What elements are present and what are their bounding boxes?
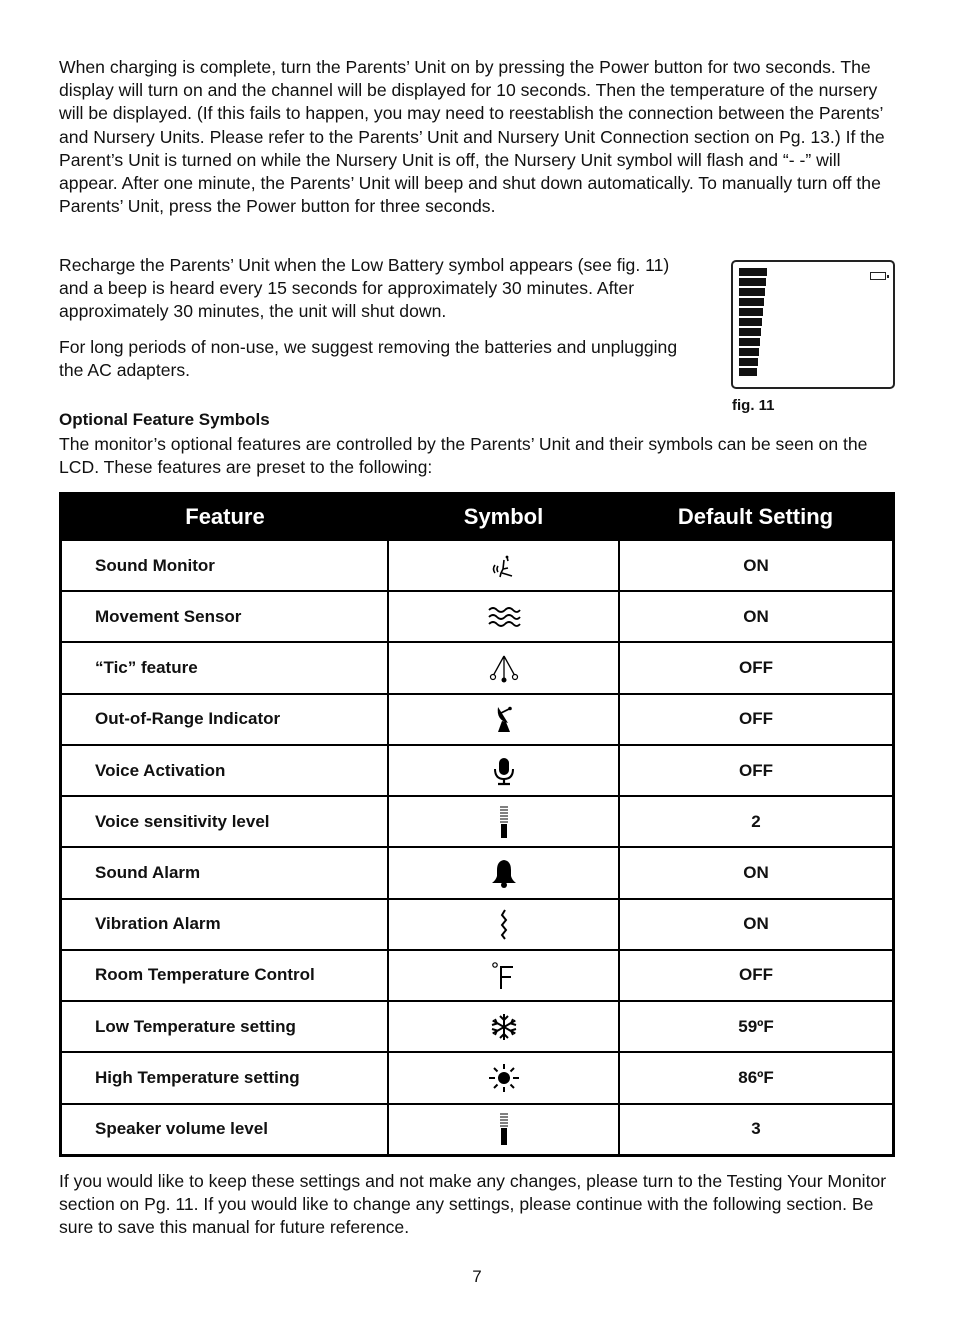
signal-bar [739, 318, 762, 326]
movement-waves-icon [487, 603, 521, 631]
low-battery-icon [870, 272, 886, 280]
table-row [61, 642, 894, 693]
default-value: OFF [619, 642, 894, 693]
feature-name: Movement Sensor [61, 591, 389, 642]
page-number: 7 [472, 1267, 482, 1286]
feature-name: Speaker volume level [61, 1104, 389, 1156]
table-header-row [61, 494, 894, 541]
microphone-icon [490, 755, 518, 787]
table-row [61, 796, 894, 847]
signal-bar [739, 348, 759, 356]
features-intro-paragraph: The monitor’s optional features are controlled by the Parents’ Unit and their symbols can be seen on the LCD. These features are preset to the following: [59, 434, 868, 478]
header-default: Default Setting [619, 494, 894, 541]
signal-bar [739, 308, 763, 316]
default-value: 59ºF [619, 1001, 894, 1052]
signal-bar [739, 358, 758, 366]
header-feature: Feature [61, 494, 389, 541]
feature-name: Sound Alarm [61, 847, 389, 898]
feature-name: Room Temperature Control [61, 950, 389, 1001]
table-row [61, 540, 894, 591]
signal-bar [739, 298, 764, 306]
bell-icon [489, 857, 519, 889]
feature-name: Voice Activation [61, 745, 389, 796]
signal-bar [739, 288, 765, 296]
table-row [61, 694, 894, 745]
table-row [61, 1052, 894, 1103]
snowflake-icon [488, 1011, 520, 1043]
volume-meter-icon [497, 1111, 511, 1147]
signal-bar [739, 338, 760, 346]
default-value: ON [619, 899, 894, 950]
figure-caption: fig. 11 [732, 397, 775, 414]
level-meter-icon [497, 804, 511, 840]
default-value: ON [619, 540, 894, 591]
table-row [61, 899, 894, 950]
tic-pendulum-icon [486, 653, 522, 683]
table-row [61, 1104, 894, 1156]
closing-paragraph: If you would like to keep these settings and not make any changes, please turn to the Testing Your Monitor section on Pg. 11. If you would like to change any settings, please continue with the following section. Be sure to save this manual for future reference. [59, 1171, 887, 1238]
table-row [61, 950, 894, 1001]
feature-name: High Temperature setting [61, 1052, 389, 1103]
table-row [61, 1001, 894, 1052]
default-value: ON [619, 847, 894, 898]
signal-bar [739, 368, 757, 376]
signal-bar [739, 328, 761, 336]
feature-name: Low Temperature setting [61, 1001, 389, 1052]
feature-name: “Tic” feature [61, 642, 389, 693]
feature-name: Out-of-Range Indicator [61, 694, 389, 745]
non-use-paragraph: For long periods of non-use, we suggest removing the batteries and unplugging the AC adapters. [59, 337, 678, 381]
table-row [61, 847, 894, 898]
feature-name: Vibration Alarm [61, 899, 389, 950]
feature-name: Voice sensitivity level [61, 796, 389, 847]
signal-bar [739, 278, 766, 286]
default-value: ON [619, 591, 894, 642]
satellite-dish-icon [490, 703, 518, 735]
default-value: 2 [619, 796, 894, 847]
vibration-icon [496, 908, 512, 940]
default-value: 86ºF [619, 1052, 894, 1103]
header-symbol: Symbol [388, 494, 619, 541]
sun-icon [487, 1062, 521, 1094]
table-row [61, 745, 894, 796]
lcd-figure [731, 260, 895, 389]
signal-bar [739, 268, 767, 276]
default-value: OFF [619, 950, 894, 1001]
intro-paragraph: When charging is complete, turn the Parents’ Unit on by pressing the Power button for two seconds. The display will turn on and the channel will be displayed for 10 seconds. Then the temperature of the nursery will be displayed. (If this fails to happen, you may need to reestablish the connection between the Parents’ and Nursery Units. Please refer to the Parents’ Unit and Nursery Unit Connection section on Pg. 13.) If the Parent’s Unit is turned on while the Nursery Unit is off, the Nursery Unit symbol will flash and “- -” will appear. After one minute, the Parents’ Unit will beep and shut down automatically. To manually turn off the Parents’ Unit, press the Power button for three seconds. [59, 57, 885, 217]
recharge-paragraph: Recharge the Parents’ Unit when the Low Battery symbol appears (see fig. 11) and a beep is heard every 15 seconds for approximately 30 minutes. After approximately 30 minutes, the unit will shut down. [59, 255, 670, 322]
default-value: OFF [619, 745, 894, 796]
feature-table [59, 492, 895, 1157]
default-value: 3 [619, 1104, 894, 1156]
sound-monitor-icon [488, 551, 520, 581]
section-heading: Optional Feature Symbols [59, 410, 270, 429]
fahrenheit-icon [490, 959, 518, 991]
feature-name: Sound Monitor [61, 540, 389, 591]
default-value: OFF [619, 694, 894, 745]
table-row [61, 591, 894, 642]
